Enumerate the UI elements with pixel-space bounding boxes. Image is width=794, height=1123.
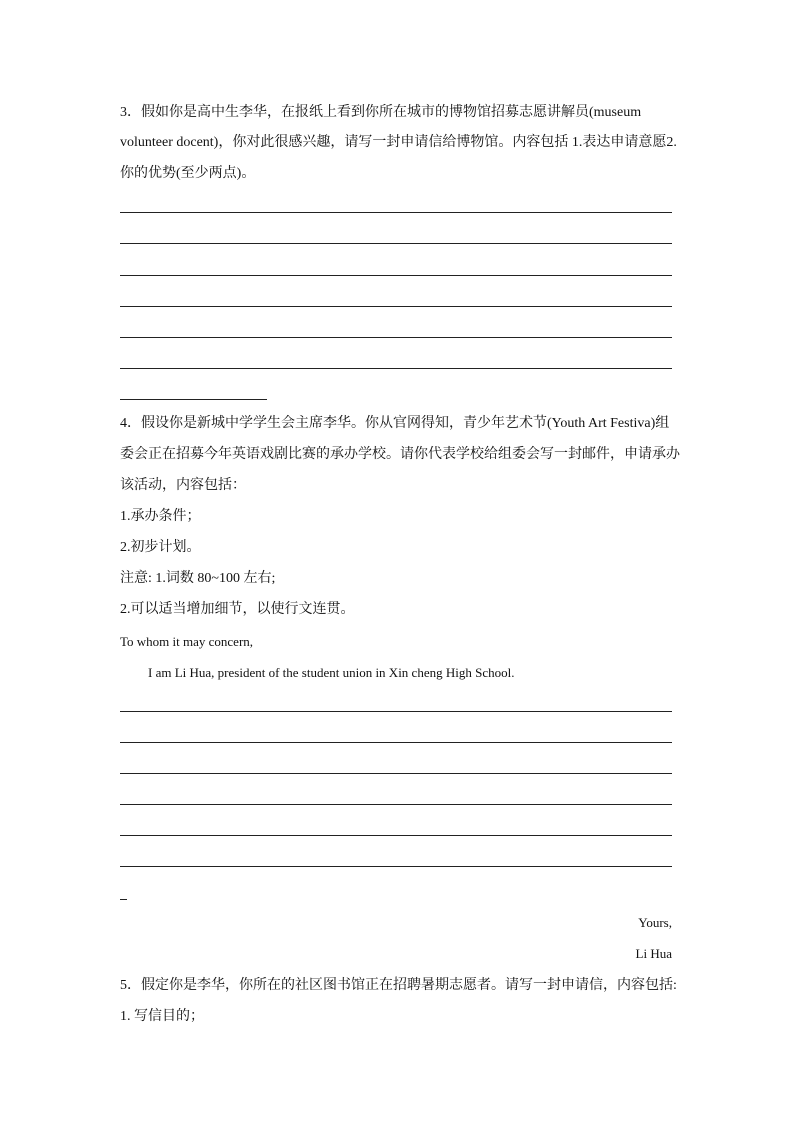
q3-answer-line [120,212,672,213]
q4-prompt-line-3: 该活动，内容包括： [120,478,246,493]
q3-prompt-line-3: 你的优势(至少两点)。 [120,166,256,181]
q4-answer-line [120,773,672,774]
q4-greeting: To whom it may concern, [120,634,254,649]
q3-prompt-line-1: 3．假如你是高中生李华，在报纸上看到你所在城市的博物馆招募志愿讲解员(museum [120,105,642,120]
q4-prompt-line-2: 委会正在招募今年英语戏剧比赛的承办学校。请你代表学校给组委会写一封邮件，申请承办 [120,447,680,462]
q4-opening-sentence: I am Li Hua, president of the student union in Xin cheng High School. [148,665,515,680]
q4-answer-line [120,835,672,836]
q4-answer-line [120,804,672,805]
q4-answer-line [120,711,672,712]
q3-prompt-line-2: volunteer docent)，你对此很感兴趣，请写一封申请信给博物馆。内容包括 1.表达申请意愿2. [120,135,677,150]
q3-answer-line [120,275,672,276]
q4-item-1: 1.承办条件； [120,509,201,524]
q4-note-1: 注意: 1.词数 80~100 左右; [120,571,276,586]
q5-item-1: 1. 写信目的； [120,1009,204,1024]
q4-item-2: 2.初步计划。 [120,540,201,555]
q4-answer-line [120,866,672,867]
q3-answer-line-short [120,399,267,400]
q3-answer-line [120,306,672,307]
q3-answer-line [120,243,672,244]
q4-closing: Yours, [638,915,672,930]
q4-answer-line-stub [120,899,127,900]
q3-answer-line [120,368,672,369]
q4-prompt-line-1: 4．假设你是新城中学学生会主席李华。你从官网得知，青少年艺术节(Youth Art Festiva)组 [120,416,670,431]
q4-note-2: 2.可以适当增加细节，以使行文连贯。 [120,602,355,617]
q5-prompt-line-1: 5．假定你是李华，你所在的社区图书馆正在招聘暑期志愿者。请写一封申请信，内容包括: [120,978,677,993]
q4-signature: Li Hua [635,946,672,961]
q3-answer-line [120,337,672,338]
q4-answer-line [120,742,672,743]
